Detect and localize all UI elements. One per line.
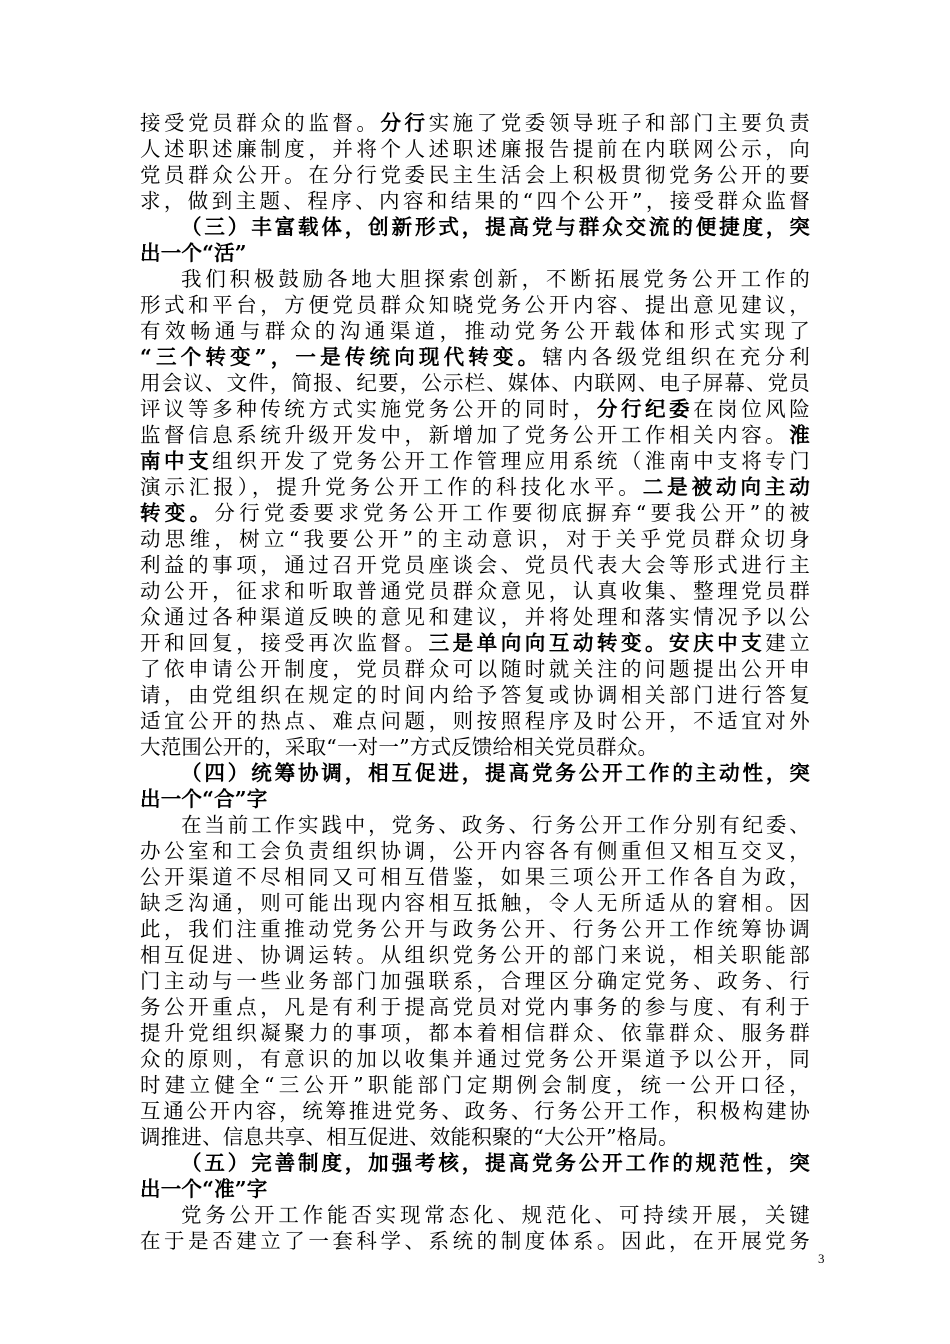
text-segment: 利益的事项，通过召开党员座谈会、党员代表大会等形式进行主 — [140, 553, 810, 577]
text-segment: 评议等多种传统方式实施党务公开的同时， — [140, 397, 597, 421]
text-segment: 缺乏沟通，则可能出现内容相互抵触，令人无所适从的窘相。因 — [140, 891, 810, 915]
text-line — [140, 1202, 810, 1228]
text-segment: 在岗位风险 — [693, 397, 810, 421]
text-segment: 相互促进、协调运转。从组织党务公开的部门来说，相关职能部 — [140, 943, 810, 967]
bold-text-segment: 二是被动向主动 — [642, 475, 810, 499]
text-line — [140, 1098, 810, 1124]
text-segment: 组织开发了党务公开工作管理应用系统（淮南中支将专门 — [212, 449, 811, 473]
text-line — [140, 604, 810, 630]
text-segment: 时建立健全“三公开”职能部门定期例会制度，统一公开口径， — [140, 1073, 810, 1097]
bold-text-segment: “三个转变”，一是传统向现代转变。 — [140, 345, 543, 369]
text-line — [140, 188, 810, 214]
text-line — [140, 266, 810, 292]
text-line — [140, 942, 810, 968]
text-segment: 了依申请公开制度，党员群众可以随时就关注的问题提出公开申 — [140, 657, 810, 681]
bold-text-segment: 转变。 — [140, 501, 215, 525]
text-line — [140, 162, 810, 188]
text-line — [140, 1124, 810, 1150]
text-segment: 人述职述廉制度，并将个人述职述廉报告提前在内联网公示，向 — [140, 137, 810, 161]
bold-text-segment: 三是单向向互动转变。安庆中支 — [428, 631, 766, 655]
text-segment: 党员群众公开。在分行党委民主生活会上积极贯彻党务公开的要 — [140, 163, 810, 187]
text-line — [140, 552, 810, 578]
text-line — [140, 812, 810, 838]
document-body — [140, 110, 810, 1254]
text-segment: 动思维，树立“我要公开”的主动意识，对于关乎党员群众切身 — [140, 527, 810, 551]
text-line — [140, 1046, 810, 1072]
text-segment: 众的原则，有意识的加以收集并通过党务公开渠道予以公开，同 — [140, 1047, 810, 1071]
bold-text-segment: 出一个“准”字 — [140, 1177, 268, 1201]
text-line — [140, 344, 810, 370]
text-segment: 形式和平台，方便党员群众知晓党务公开内容、提出意见建议， — [140, 293, 810, 317]
text-segment: 建立 — [765, 631, 810, 655]
text-line — [140, 968, 810, 994]
text-line — [140, 474, 810, 500]
text-segment: 务公开重点，凡是有利于提高党员对党内事务的参与度、有利于 — [140, 995, 810, 1019]
text-line — [140, 292, 810, 318]
text-line — [140, 422, 810, 448]
text-segment: 我们积极鼓励各地大胆探索创新，不断拓展党务公开工作的 — [181, 267, 810, 291]
text-line — [140, 1020, 810, 1046]
text-line — [140, 526, 810, 552]
text-line — [140, 1150, 810, 1176]
text-line — [140, 110, 810, 136]
page-number: 3 — [818, 1251, 825, 1266]
text-line — [140, 916, 810, 942]
bold-text-segment: 出一个“合”字 — [140, 787, 268, 811]
text-segment: 动公开，征求和听取普通党员群众意见，认真收集、整理党员群 — [140, 579, 810, 603]
text-segment: 在当前工作实践中，党务、政务、行务公开工作分别有纪委、 — [181, 813, 810, 837]
text-segment: 有效畅通与群众的沟通渠道，推动党务公开载体和形式实现了 — [140, 319, 810, 343]
bold-text-segment: （四）统筹协调，相互促进，提高党务公开工作的主动性，突 — [181, 761, 810, 785]
text-segment: 实施了党委领导班子和部门主要负责 — [428, 111, 811, 135]
bold-text-segment: 分行纪委 — [596, 397, 694, 421]
text-segment: 提升党组织凝聚力的事项，都本着相信群众、依靠群众、服务群 — [140, 1021, 810, 1045]
text-segment: 求，做到主题、程序、内容和结果的“四个公开”，接受群众监督 — [140, 189, 810, 213]
text-line — [140, 890, 810, 916]
text-line — [140, 240, 810, 266]
text-line — [140, 136, 810, 162]
text-segment: 办公室和工会负责组织协调，公开内容各有侧重但又相互交叉， — [140, 839, 810, 863]
bold-text-segment: 出一个“活” — [140, 241, 247, 265]
text-line — [140, 1176, 810, 1202]
text-line — [140, 448, 810, 474]
text-line — [140, 656, 810, 682]
text-line — [140, 708, 810, 734]
text-segment: 大范围公开的，采取“一对一”方式反馈给相关党员群众。 — [140, 735, 659, 759]
text-line — [140, 396, 810, 422]
text-segment: 分行党委要求党务公开工作要彻底摒弃“要我公开”的被 — [214, 501, 810, 525]
bold-text-segment: 淮 — [789, 423, 810, 447]
text-line — [140, 318, 810, 344]
text-line — [140, 1072, 810, 1098]
text-line — [140, 760, 810, 786]
text-line — [140, 734, 810, 760]
text-segment: 监督信息系统升级开发中，新增加了党务公开工作相关内容。 — [140, 423, 790, 447]
text-segment: 在于是否建立了一套科学、系统的制度体系。因此，在开展党务 — [140, 1229, 810, 1253]
text-segment: 辖内各级党组织在充分利 — [542, 345, 811, 369]
text-segment: 门主动与一些业务部门加强联系，合理区分确定党务、政务、行 — [140, 969, 810, 993]
text-segment: 此，我们注重推动党务公开与政务公开、行务公开工作统筹协调 — [140, 917, 810, 941]
text-line — [140, 370, 810, 396]
text-segment: 适宜公开的热点、难点问题，则按照程序及时公开，不适宜对外 — [140, 709, 810, 733]
text-line — [140, 864, 810, 890]
bold-text-segment: （五）完善制度，加强考核，提高党务公开工作的规范性，突 — [181, 1151, 810, 1175]
text-segment: 接受党员群众的监督。 — [140, 111, 381, 135]
text-segment: 公开渠道不尽相同又可相互借鉴，如果三项公开工作各自为政， — [140, 865, 810, 889]
text-line — [140, 786, 810, 812]
bold-text-segment: 分行 — [380, 111, 429, 135]
text-segment: 党务公开工作能否实现常态化、规范化、可持续开展，关键 — [181, 1203, 810, 1227]
bold-text-segment: 南中支 — [140, 449, 213, 473]
text-line — [140, 838, 810, 864]
bold-text-segment: （三）丰富载体，创新形式，提高党与群众交流的便捷度，突 — [181, 215, 810, 239]
text-segment: 互通公开内容，统筹推进党务、政务、行务公开工作，积极构建协 — [140, 1099, 810, 1123]
text-segment: 众通过各种渠道反映的意见和建议，并将处理和落实情况予以公 — [140, 605, 810, 629]
text-segment: 用会议、文件，简报、纪要，公示栏、媒体、内联网、电子屏幕、党员 — [140, 371, 810, 395]
text-line — [140, 500, 810, 526]
text-line — [140, 1228, 810, 1254]
text-line — [140, 578, 810, 604]
text-line — [140, 682, 810, 708]
text-segment: 开和回复，接受再次监督。 — [140, 631, 429, 655]
text-line — [140, 994, 810, 1020]
text-segment: 演示汇报），提升党务公开工作的科技化水平。 — [140, 475, 643, 499]
text-segment: 请，由党组织在规定的时间内给予答复或协调相关部门进行答复 — [140, 683, 810, 707]
text-line — [140, 214, 810, 240]
text-line — [140, 630, 810, 656]
text-segment: 调推进、信息共享、相互促进、效能积聚的“大公开”格局。 — [140, 1125, 679, 1149]
